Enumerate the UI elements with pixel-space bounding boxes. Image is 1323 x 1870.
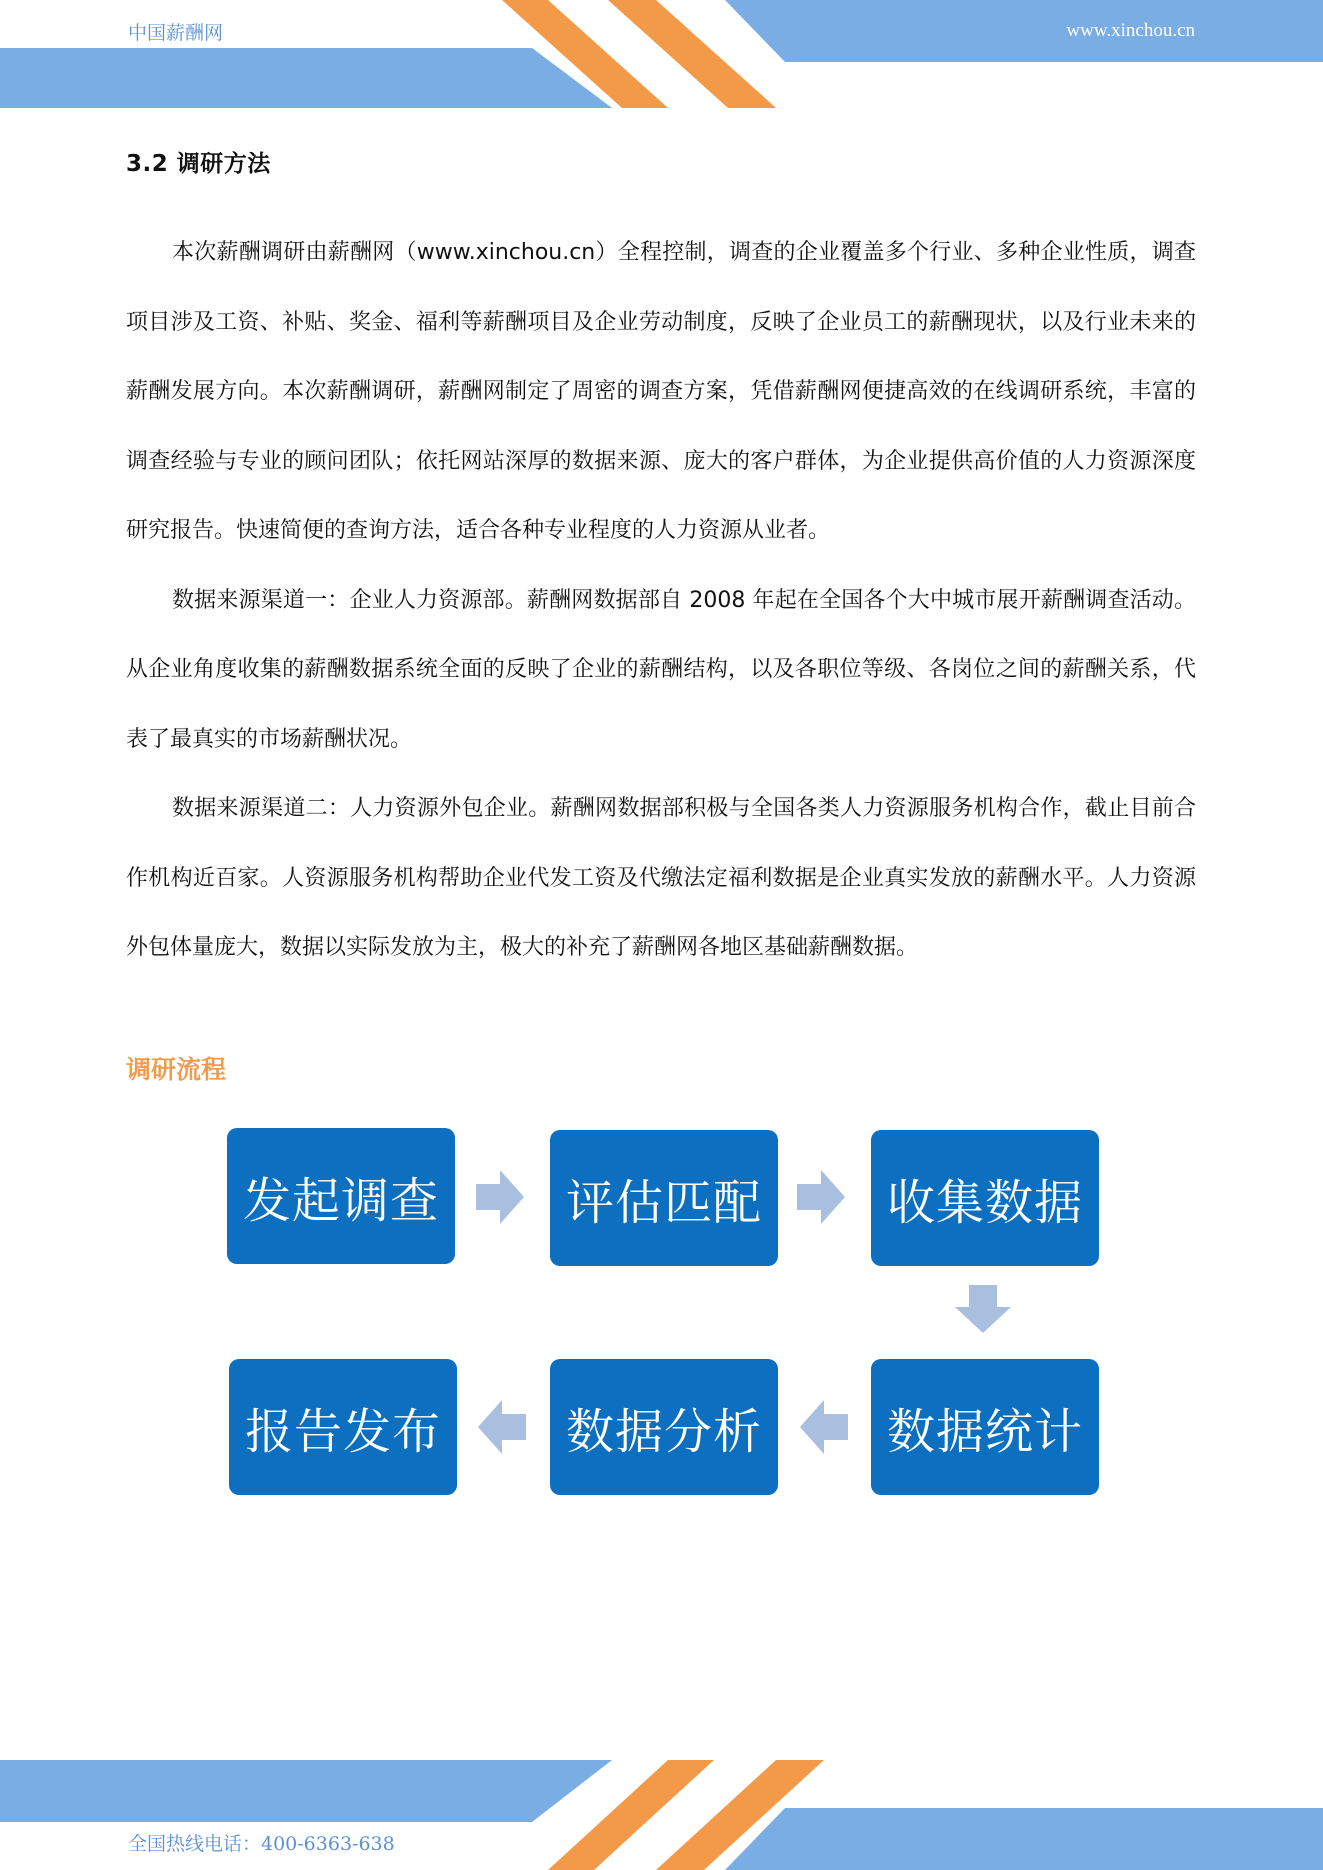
section-title: 3.2 调研方法: [126, 151, 271, 177]
flow-title: 调研流程: [126, 1055, 227, 1084]
arrow-down-icon: [955, 1285, 1011, 1333]
arrow-left-icon: [478, 1400, 526, 1454]
paragraph-channel-one: 数据来源渠道一：企业人力资源部。薪酬网数据部自 2008 年起在全国各个大中城市展开薪酬调查活动。从企业角度收集的薪酬数据系统全面的反映了企业的薪酬结构，以及各职位等级、各岗位之间的薪酬关系，代表了最真实的市场薪酬状况。: [126, 587, 1196, 752]
flow-step-initiate: 发起调查: [227, 1128, 455, 1264]
arrow-right-icon: [476, 1170, 524, 1224]
paragraph-intro: 本次薪酬调研由薪酬网（www.xinchou.cn）全程控制，调查的企业覆盖多个行业、多种企业性质，调查项目涉及工资、补贴、奖金、福利等薪酬项目及企业劳动制度，反映了企业员工的薪酬现状，以及行业未来的薪酬发展方向。本次薪酬调研，薪酬网制定了周密的调查方案，凭借薪酬网便捷高效的在线调研系统，丰富的调查经验与专业的顾问团队；依托网站深厚的数据来源、庞大的客户群体，为企业提供高价值的人力资源深度研究报告。快速简便的查询方法，适合各种专业程度的人力资源从业者。: [126, 240, 1196, 543]
arrow-left-icon: [800, 1400, 848, 1454]
footer-hotline: 全国热线电话：400-6363-638: [128, 1833, 395, 1855]
flow-step-statistics: 数据统计: [871, 1359, 1099, 1495]
flow-step-collect: 收集数据: [871, 1130, 1099, 1266]
flow-step-evaluate: 评估匹配: [550, 1130, 778, 1266]
main-content: [126, 145, 1196, 983]
flow-step-report: 报告发布: [229, 1359, 457, 1495]
header-url[interactable]: www.xinchou.cn: [1066, 20, 1195, 41]
paragraph-channel-two: 数据来源渠道二：人力资源外包企业。薪酬网数据部积极与全国各类人力资源服务机构合作，截止目前合作机构近百家。人资源服务机构帮助企业代发工资及代缴法定福利数据是企业真实发放的薪酬水平。人力资源外包体量庞大，数据以实际发放为主，极大的补充了薪酬网各地区基础薪酬数据。: [126, 796, 1196, 960]
arrow-right-icon: [797, 1170, 845, 1224]
header-site-name: 中国薪酬网: [128, 22, 224, 44]
flow-step-analysis: 数据分析: [550, 1359, 778, 1495]
header-decoration: [0, 0, 1323, 110]
